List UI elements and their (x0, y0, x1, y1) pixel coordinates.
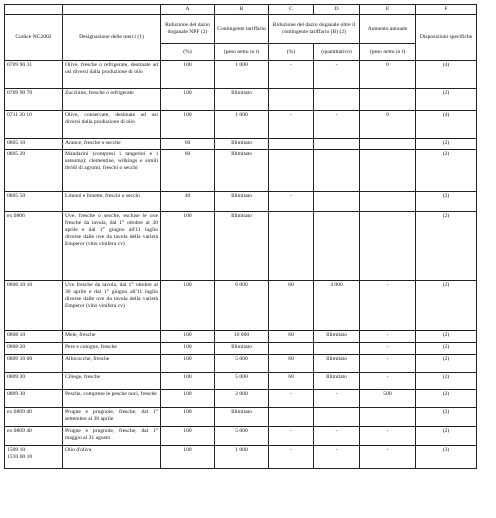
header-description: Designazione delle merci (1) (63, 15, 161, 61)
table-row (5, 139, 477, 150)
row-col-e: - (360, 331, 416, 343)
row-col-f: (2) (416, 427, 477, 446)
row-col-b: 2 000 (215, 390, 269, 408)
row-col-c: 60 (269, 355, 314, 373)
row-col-b: Illimitato (215, 192, 269, 212)
row-col-d: - (314, 446, 360, 469)
row-col-d: - (314, 390, 360, 408)
row-col-a: 40 (161, 192, 215, 212)
row-col-c: - (269, 446, 314, 469)
row-description: Pesche, comprese le pesche noci, fresche (63, 390, 161, 408)
row-col-e: - (360, 281, 416, 331)
row-col-f: (2) (416, 89, 477, 111)
row-col-e (360, 139, 416, 150)
row-code: ex 0806 (5, 212, 63, 281)
row-col-c (269, 408, 314, 427)
row-description: Olive, fresche o refrigerate, destinate ad usi diversi dalla produzione di olio (63, 61, 161, 89)
row-col-c: - (269, 390, 314, 408)
row-code: 0805 10 (5, 139, 63, 150)
row-col-e: - (360, 343, 416, 355)
row-col-b: 1 000 (215, 111, 269, 139)
row-col-d: Illimitato (314, 331, 360, 343)
table-row (5, 281, 477, 331)
letter-b: B (215, 5, 269, 15)
row-col-e (360, 212, 416, 281)
row-col-c (269, 343, 314, 355)
row-description: Pere e cotogne, fresche (63, 343, 161, 355)
row-code: ex 0809 40 (5, 427, 63, 446)
row-col-b: Illimitato (215, 150, 269, 192)
row-col-b: Illimitato (215, 212, 269, 281)
row-col-b: 10 000 (215, 331, 269, 343)
row-col-d: 4 000 (314, 281, 360, 331)
row-col-f: (2) (416, 408, 477, 427)
row-description: Uve, fresche o secche, escluse le uve fresche da tavola, dal 1° ottobre al 30 aprile e dal 1° giugno all'11 luglio diverse dalle uve da tavola della varietà Emperor (vitis vinifera cv) (63, 212, 161, 281)
letter-c: C (269, 5, 314, 15)
letter-d: D (314, 5, 360, 15)
row-col-b: Illimitato (215, 139, 269, 150)
column-letters-row (5, 5, 477, 15)
table-row (5, 150, 477, 192)
row-col-c: - (269, 61, 314, 89)
row-description: Mele, fresche (63, 331, 161, 343)
unit-d: (quantitativo) (314, 44, 360, 61)
tariff-table (4, 4, 477, 469)
row-col-c (269, 150, 314, 192)
row-col-a: 100 (161, 390, 215, 408)
table-row (5, 61, 477, 89)
row-code: 0809 10 00 (5, 355, 63, 373)
row-col-e (360, 89, 416, 111)
row-col-c: - (269, 427, 314, 446)
row-col-a: 100 (161, 373, 215, 390)
row-code: 0806 10 10 (5, 281, 63, 331)
row-col-d (314, 343, 360, 355)
row-col-b: 1 000 (215, 61, 269, 89)
row-col-e (360, 192, 416, 212)
row-col-d (314, 212, 360, 281)
table-row (5, 390, 477, 408)
row-col-f: (4) (416, 111, 477, 139)
unit-c: (%) (269, 44, 314, 61)
header-col-cd: Riduzione del dazio doganale oltre il contingente tariffario (B) (2) (269, 15, 360, 44)
table-row (5, 331, 477, 343)
row-code: 0711 20 10 (5, 111, 63, 139)
row-col-d: - (314, 61, 360, 89)
table-row (5, 89, 477, 111)
tariff-document (4, 4, 476, 469)
letter-a: A (161, 5, 215, 15)
row-col-d (314, 192, 360, 212)
row-col-e: - (360, 427, 416, 446)
row-code: 0808 20 (5, 343, 63, 355)
row-col-a: 100 (161, 343, 215, 355)
row-col-a: 100 (161, 61, 215, 89)
row-col-f: (4) (416, 61, 477, 89)
table-row (5, 212, 477, 281)
row-col-c: - (269, 192, 314, 212)
row-col-c (269, 212, 314, 281)
row-col-c (269, 89, 314, 111)
row-col-e: 500 (360, 390, 416, 408)
table-row (5, 408, 477, 427)
row-col-e (360, 408, 416, 427)
row-col-f: (2) (416, 331, 477, 343)
table-row (5, 192, 477, 212)
row-code: 0808 10 (5, 331, 63, 343)
table-row (5, 111, 477, 139)
row-col-a: 60 (161, 150, 215, 192)
row-description: Olio d'oliva (63, 446, 161, 469)
row-col-d: Illimitato (314, 373, 360, 390)
row-col-a: 100 (161, 281, 215, 331)
row-col-e: - (360, 373, 416, 390)
row-col-a: 100 (161, 446, 215, 469)
row-col-a: 100 (161, 408, 215, 427)
header-col-e: Aumento annuale (360, 15, 416, 44)
row-col-a: 100 (161, 355, 215, 373)
row-col-e: - (360, 355, 416, 373)
row-description: Prugne e prugnole, fresche, dal 1° settembre al 30 aprile (63, 408, 161, 427)
row-col-f: (2) (416, 192, 477, 212)
row-col-c: - (269, 111, 314, 139)
row-code: ex 0809 40 (5, 408, 63, 427)
unit-a: (%) (161, 44, 215, 61)
row-col-c: 60 (269, 331, 314, 343)
row-col-f: (3) (416, 446, 477, 469)
row-col-f: (2) (416, 150, 477, 192)
row-col-d: - (314, 111, 360, 139)
table-row (5, 427, 477, 446)
row-col-f: (2) (416, 343, 477, 355)
row-col-a: 100 (161, 212, 215, 281)
column-headers-row (5, 15, 477, 44)
row-col-f: (2) (416, 281, 477, 331)
header-col-f: Disposizioni specifiche (416, 15, 477, 61)
row-description: Mandarini (compresi i tangerini e i satsuma); clementine, wilkings e simili ibridi di agrumi, freschi o secchi (63, 150, 161, 192)
row-col-c: 60 (269, 373, 314, 390)
row-description: Uve fresche da tavola, dal 1° ottobre al 30 aprile e dal 1° giugno all'11 luglio diverse dalle uve da tavola della varietà Emperor (vitis vinifera cv) (63, 281, 161, 331)
letter-f: F (416, 5, 477, 15)
row-col-b: 5 000 (215, 427, 269, 446)
row-col-e (360, 150, 416, 192)
table-row (5, 343, 477, 355)
table-row (5, 373, 477, 390)
row-col-a: 100 (161, 111, 215, 139)
row-code: 0805 20 (5, 150, 63, 192)
row-col-a: 100 (161, 427, 215, 446)
table-body (5, 61, 477, 469)
row-description: Zucchine, fresche o refrigerate (63, 89, 161, 111)
row-col-b: 5 000 (215, 355, 269, 373)
row-code: 0709 90 70 (5, 89, 63, 111)
header-code: Codice NC2002 (5, 15, 63, 61)
row-col-f: (2) (416, 373, 477, 390)
row-description: Arance, fresche o secche (63, 139, 161, 150)
unit-e: (peso netto in t) (360, 44, 416, 61)
row-col-c (269, 139, 314, 150)
row-col-d (314, 89, 360, 111)
row-col-f: (2) (416, 139, 477, 150)
row-description: Prugne e prugnole, fresche, dal 1° maggio al 31 agosto (63, 427, 161, 446)
row-description: Olive, conservate, destinate ad usi diversi dalla produzione di olio (63, 111, 161, 139)
row-col-a: 100 (161, 89, 215, 111)
row-col-b: 1 000 (215, 446, 269, 469)
row-col-e: - (360, 446, 416, 469)
letter-e: E (360, 5, 416, 15)
row-col-d: - (314, 427, 360, 446)
row-col-b: Illimitato (215, 408, 269, 427)
row-col-d (314, 408, 360, 427)
row-col-e: 0 (360, 61, 416, 89)
row-code: 0709 90 31 (5, 61, 63, 89)
row-col-d (314, 139, 360, 150)
header-col-b: Contingente tariffario (215, 15, 269, 44)
row-col-b: Illimitato (215, 343, 269, 355)
row-col-b: 5 000 (215, 373, 269, 390)
letter-cell (63, 5, 161, 15)
row-col-f: (2) (416, 212, 477, 281)
row-col-f: (2) (416, 355, 477, 373)
row-code: 0809 30 (5, 390, 63, 408)
row-col-c: 60 (269, 281, 314, 331)
letter-cell (5, 5, 63, 15)
row-col-b: 6 000 (215, 281, 269, 331)
row-col-f: (2) (416, 390, 477, 408)
row-col-e: 0 (360, 111, 416, 139)
row-col-d (314, 150, 360, 192)
row-col-a: 100 (161, 331, 215, 343)
row-col-a: 60 (161, 139, 215, 150)
row-code: 1509 10 1510 00 10 (5, 446, 63, 469)
table-row (5, 355, 477, 373)
row-description: Albicocche, fresche (63, 355, 161, 373)
row-col-d: Illimitato (314, 355, 360, 373)
row-description: Ciliege, fresche (63, 373, 161, 390)
header-col-a: Riduzione del dazio doganale NPF (2) (161, 15, 215, 44)
row-col-b: Illimitato (215, 89, 269, 111)
unit-b: (peso netto in t) (215, 44, 269, 61)
row-description: Limoni e limette, freschi o secchi (63, 192, 161, 212)
table-row (5, 446, 477, 469)
row-code: 0809 20 (5, 373, 63, 390)
row-code: 0805 50 (5, 192, 63, 212)
